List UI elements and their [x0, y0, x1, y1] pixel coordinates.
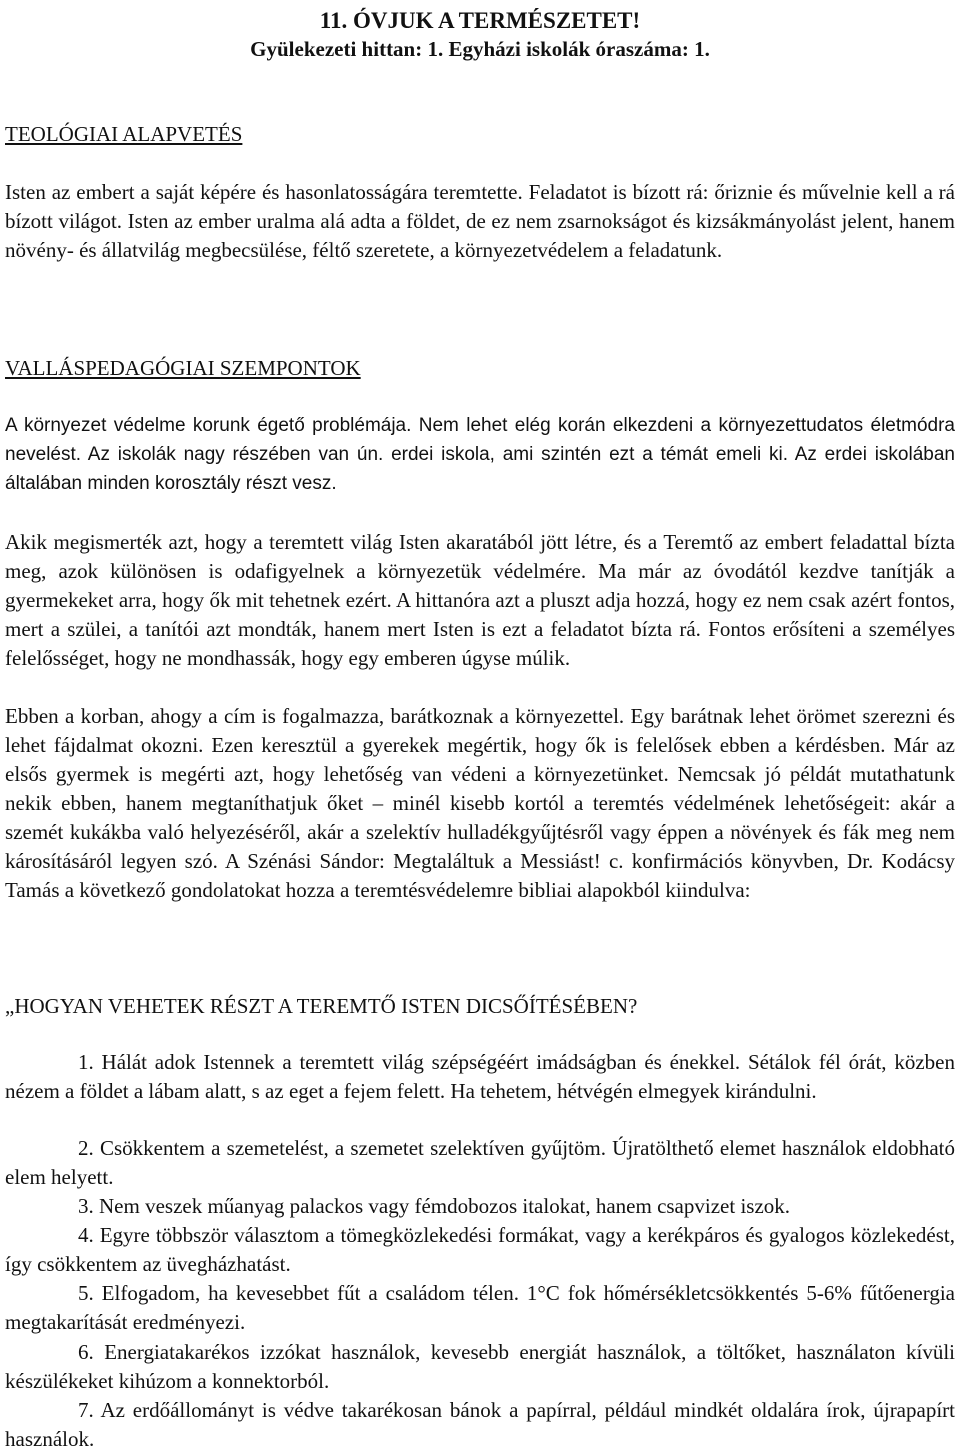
paragraph-teologiai: Isten az embert a saját képére és hasonlatosságára teremtette. Feladatot is bízott rá: őriznie és művelnie kell a rá bízott világot. Isten az ember uralma alá adta a földet, de ez nem zsarnokságot és kizsákmányolást jelent, hanem növény- és állatvilág megbecsülése, féltő szeretete, a környezetvédelem a feladatunk. — [5, 180, 955, 262]
list-item-5: 5. Elfogadom, ha kevesebbet fűt a családom télen. 1°C fok hőmérsékletcsökkentés 5-6% fűtőenergia megtakarítását eredményezi. — [5, 1281, 955, 1334]
list-item-6: 6. Energiatakarékos izzókat használok, kevesebb energiát használok, a töltőket, használaton kívüli készülékeket kihúzom a konnektorból. — [5, 1340, 955, 1393]
list-item-3: 3. Nem veszek műanyag palackos vagy fémdobozos italokat, hanem csapvizet iszok. — [78, 1194, 791, 1218]
paragraph-ebben: Ebben a korban, ahogy a cím is fogalmazza, barátkoznak a környezettel. Egy barátnak lehet örömet szerezni és lehet fájdalmat okozni. Ezen keresztül a gyerekek megértik, hogy ők is felelősek ebben a kérdésben. Már az elsős gyermek is megérti azt, hogy lehetőség van védeni a környezetünket. Nemcsak jó példát mutathatunk nekik ebben, hanem megtaníthatjuk őket – minél kisebb kortól a teremtés védelmének lehetőségeit: akár a szemét kukákba való helyezéséről, akár a szelektív hulladékgyűjtésről vagy éppen a növények és fák meg nem károsításáról legyen szó. A Szénási Sándor: Megtaláltuk a Messiást! c. konfirmációs könyvben, Dr. Kodácsy Tamás a következő gondolatokat hozza a teremtésvédelemre bibliai alapokból kiindulva: — [5, 704, 955, 902]
page-title: 11. ÓVJUK A TERMÉSZETET! — [319, 8, 641, 33]
list-item-7: 7. Az erdőállományt is védve takarékosan bánok a papírral, például mindkét oldalára írok, újrapapírt használok. — [5, 1398, 955, 1451]
list-item-4: 4. Egyre többször választom a tömegközlekedési formákat, vagy a kerékpáros és gyalogos közlekedést, így csökkentem az üvegházhatást. — [5, 1223, 955, 1276]
section-heading-teologiai: TEOLÓGIAI ALAPVETÉS — [5, 122, 243, 146]
list-item-1: 1. Hálát adok Istennek a teremtett világ szépségéért imádságban és énekkel. Sétálok fél órát, közben nézem a földet a lábam alatt, s az eget a fejem felett. Ha tehetem, hétvégén elmegyek kirándulni. — [5, 1050, 955, 1103]
section-heading-vallaspedagogiai: VALLÁSPEDAGÓGIAI SZEMPONTOK — [5, 356, 361, 380]
paragraph-akik: Akik megismerték azt, hogy a teremtett világ Isten akaratából jött létre, és a Teremtő az embert feladattal bízta meg, azok különösen is odafigyelnek a környezetük védelmére. Ma már az óvodától kezdve tanítják a gyermekeket arra, hogy ők mit tehetnek ezért. A hittanóra azt a pluszt adja hozzá, hogy ez nem csak azért fontos, mert a szülei, a tanítói azt mondták, hanem mert Isten is ezt a feladatot bízta rá. Fontos erősíteni a személyes felelősséget, hogy ne mondhassák, hogy egy emberen úgyse múlik. — [5, 530, 955, 670]
section-heading-hogyan: „HOGYAN VEHETEK RÉSZT A TEREMTŐ ISTEN DICSŐÍTÉSÉBEN? — [5, 994, 638, 1018]
paragraph-kornyezet: A környezet védelme korunk égető problémája. Nem lehet elég korán elkezdeni a környezettudatos életmódra nevelést. Az iskolák nagy részében van ún. erdei iskola, ami szintén ezt a témát emeli ki. Az erdei iskolában általában minden korosztály részt vesz. — [5, 415, 955, 494]
page-subtitle: Gyülekezeti hittan: 1. Egyházi iskolák óraszáma: 1. — [250, 37, 710, 61]
list-item-2: 2. Csökkentem a szemetelést, a szemetet szelektíven gyűjtöm. Újratölthető elemet használok eldobható elem helyett. — [5, 1136, 955, 1189]
